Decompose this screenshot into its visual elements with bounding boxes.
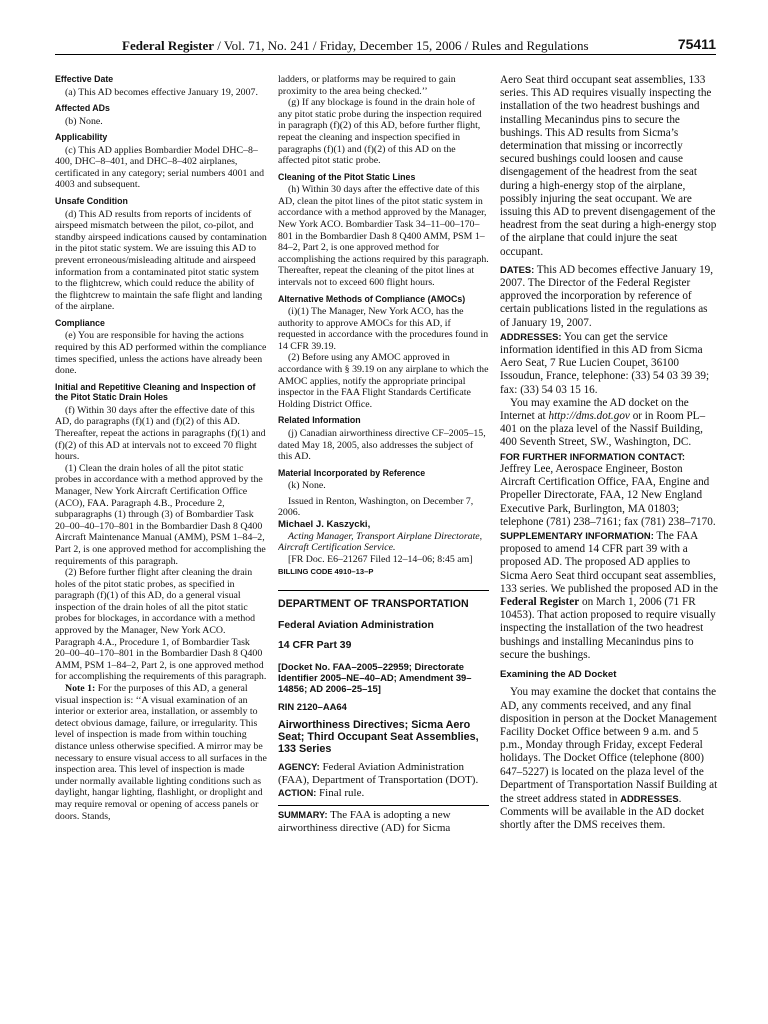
page-number: 75411	[677, 36, 716, 52]
action-text: Final rule.	[316, 787, 365, 800]
paragraph: (1) Clean the drain holes of all the pitot static probes in accordance with a method approved by the Manager, New York Aircraft Certification Office (ACO), FAA. Paragraph 4.B., Procedure 2, subparagraphs (1) through (3) of Bombardier Task 20–00–40–170–801 in the Bombardier Dash 8 Q400 Aircraft Maintenance Manual (AMM), PSM 1–84–2, Part 2, is one approved method for accomplishing the requirements of this paragraph.	[55, 462, 266, 567]
agency-label: AGENCY:	[278, 762, 320, 773]
divider	[278, 590, 489, 591]
supplementary-text: The FAA proposed to amend 14 CFR part 39 with a proposed AD. The proposed AD applies to Sicma Aero Seat third occupant seat assemblies, 133 series. We published the proposed AD in the	[500, 529, 718, 595]
paragraph: (e) You are responsible for having the actions required by this AD performed within the compliance times specified, unless the actions have already been done.	[55, 330, 267, 377]
supplementary-label: SUPPLEMENTARY INFORMATION:	[500, 529, 654, 541]
page-header	[55, 34, 716, 55]
section-heading: Cleaning of the Pitot Static Lines	[278, 171, 416, 182]
section-heading: Alternative Methods of Compliance (AMOCs)	[278, 293, 466, 304]
issued-line: Issued in Renton, Washington, on December 7, 2006.	[278, 495, 474, 519]
column-2	[278, 74, 489, 1010]
summary-text: The FAA is adopting a new airworthiness directive (AD) for Sicma	[278, 809, 451, 835]
signer-title: Acting Manager, Transport Airplane Directorate, Aircraft Certification Service.	[278, 530, 483, 554]
examining-paragraph	[500, 686, 718, 832]
agency-line	[278, 761, 489, 787]
cfr-heading: 14 CFR Part 39	[278, 640, 352, 652]
contact-text: Jeffrey Lee, Aerospace Engineer, Boston Aircraft Certification Office, FAA, Engine and Propeller Directorate, FAA, 12 New England Executive Park, Burlington, MA 01803; telephone (781) 238–7161; fax (781) 238–7170.	[500, 462, 716, 528]
dates-text: This AD becomes effective January 19, 2007. The Director of the Federal Register approved the incorporation by reference of certain publications listed in the regulations as of January 19, 2007.	[500, 263, 714, 329]
docket-text: You may examine the AD docket on the Internet at	[500, 396, 689, 423]
section-heading: Material Incorporated by Reference	[278, 467, 426, 478]
action-line	[278, 787, 489, 800]
docket-text: or in Room PL–401 on the plaza level of the Nassif Building, 400 Seventh Street, SW., Washington, DC.	[500, 410, 706, 449]
action-label: ACTION:	[278, 788, 317, 799]
section-heading: Affected ADs	[55, 103, 110, 114]
paragraph: (j) Canadian airworthiness directive CF–2005–15, dated May 18, 2005, also addresses the subject of this AD.	[278, 427, 486, 463]
agency-text: Federal Aviation Administration (FAA), Department of Transportation (DOT).	[278, 761, 479, 787]
addresses-section	[500, 330, 718, 397]
paragraph: (g) If any blockage is found in the drain hole of any pitot static probe during the inspection required in paragraph (f)(2) of this AD, before further flight, repeat the cleaning and inspection specified in paragraphs (f)(1) and (f)(2) of this AD on the affected pitot static probe.	[278, 97, 482, 167]
section-heading: Applicability	[55, 132, 108, 143]
note-text: For the purposes of this AD, a general visual inspection is: ‘‘A visual examination of an interior or exterior area, installation, or assembly to detect obvious damage, failure, or irregularity. This level of inspection is made from within touching distance unless otherwise specified. A mirror may be necessary to ensure visual access to all surfaces in the inspection area. This level of inspection is made under normally available lighting conditions such as daylight, hangar lighting, flashlight, or droplight and may require removal or opening of access panels or doors. Stands,	[55, 683, 267, 822]
rule-title: Airworthiness Directives; Sicma Aero Seat; Third Occupant Seat Assemblies, 133 Series	[278, 718, 479, 756]
paragraph: (f) Within 30 days after the effective date of this AD, do paragraphs (f)(1) and (f)(2) of this AD. Thereafter, repeat the actions in paragraphs (f)(1) and (f)(2) of this AD at intervals not to exceed 70 flight hours.	[55, 404, 266, 463]
examining-text: You may examine the docket that contains the AD, any comments received, and any final disposition in person at the Docket Management Facility Docket Office between 9 a.m. and 5 p.m., Monday through Friday, except Federal holidays. The Docket Office (telephone (800) 647–5227) is located on the plaza level of the Department of Transportation Nassif Building at the street address stated in	[500, 686, 718, 806]
note-label: Note 1:	[65, 683, 96, 695]
paragraph: (b) None.	[65, 115, 103, 127]
docket-number: [Docket No. FAA–2005–22959; Directorate Identifier 2005–NE–40–AD; Amendment 39–14856; AD 2006–25–15]	[278, 660, 472, 694]
section-heading: Unsafe Condition	[55, 196, 128, 207]
addresses-text: You can get the service information identified in this AD from Sicma Aero Seat, 7 Rue Lucien Coupet, 36100 Issoudun, France, telephone: (33) 54 03 39 39; fax: (33) 54 03 15 16.	[500, 330, 710, 396]
summary-line	[278, 809, 489, 835]
section-heading: Examining the AD Docket	[500, 668, 617, 680]
paragraph: ladders, or platforms may be required to gain proximity to the area being checked.’’	[278, 74, 456, 97]
paragraph: (c) This AD applies Bombardier Model DHC–8–400, DHC–8–401, and DHC–8–402 airplanes, certificated in any category; serial numbers 4001 and 4003 and subsequent.	[55, 144, 265, 191]
paragraph: (i)(1) The Manager, New York ACO, has the authority to approve AMOCs for this AD, if requested in accordance with the procedures found in 14 CFR 39.19.	[278, 306, 489, 352]
paragraph: (2) Before using any AMOC approved in accordance with § 39.19 on any airplane to which the AMOC applies, notify the appropriate principal inspector in the FAA Flight Standards Certificate Holding District Office.	[278, 352, 489, 410]
dates-section	[500, 263, 718, 330]
agency-heading: Federal Aviation Administration	[278, 619, 434, 631]
section-heading: Related Information	[278, 415, 361, 426]
addresses-label: ADDRESSES:	[500, 330, 562, 342]
docket-paragraph	[500, 397, 718, 450]
supplementary-section	[500, 529, 718, 662]
examining-text: . Comments will be available in the AD docket shortly after the DMS receives them.	[500, 793, 705, 832]
contact-label: FOR FURTHER INFORMATION CONTACT:	[500, 450, 686, 462]
billing-code: BILLING CODE 4910–13–P	[278, 567, 374, 577]
paragraph: (2) Before further flight after cleaning the drain holes of the pitot static probes, as specified in paragraph (f)(1) of this AD, do a general visual inspection of the drain holes of all the pitot static probes for blockages, in accordance with a method approved by the Manager, New York ACO. Paragraph 4.A., Procedure 1, of Bombardier Task 20–00–40–170–801 in the Bombardier Dash 8 Q400 AMM, PSM 1–84–2, Part 2, is one approved method for accomplishing the requirements of this paragraph.	[55, 567, 267, 683]
federal-register-ref: Federal Register	[500, 595, 580, 608]
column-1	[55, 74, 267, 1010]
supplementary-text: on March 1, 2006 (71 FR 10453). That action proposed to require visually inspecting the installation of the two headrest bushings and installing Mecanindus pins to secure the bushings.	[500, 595, 716, 661]
docket-url[interactable]: http://dms.dot.gov	[548, 410, 630, 423]
note-paragraph	[55, 683, 267, 822]
rin-number: RIN 2120–AA64	[278, 700, 347, 712]
department-heading: DEPARTMENT OF TRANSPORTATION	[278, 597, 469, 610]
issue-citation: / Vol. 71, No. 241 / Friday, December 15, 2006 / Rules and Regulations	[214, 38, 589, 53]
paragraph: (d) This AD results from reports of incidents of airspeed mismatch between the pilot, co-pilot, and standby airspeed indications caused by contamination in the pitot static system. We are issuing this AD to prevent erroneous/misleading altitude and airspeed information from a contaminated pitot static system to the flightcrew, which could reduce the ability of the flightcrew to maintain the safe flight and landing of the airplane.	[55, 208, 267, 313]
section-heading: Effective Date	[55, 74, 114, 84]
paragraph: (a) This AD becomes effective January 19, 2007.	[65, 86, 258, 98]
addresses-ref: ADDRESSES	[620, 793, 679, 805]
dates-label: DATES:	[500, 263, 535, 275]
fr-doc: [FR Doc. E6–21267 Filed 12–14–06; 8:45 am]	[288, 553, 473, 565]
summary-label: SUMMARY:	[278, 810, 328, 821]
section-heading: Initial and Repetitive Cleaning and Inspection of the Pitot Static Drain Holes	[55, 381, 256, 403]
paragraph: (k) None.	[288, 480, 326, 492]
paragraph: (h) Within 30 days after the effective date of this AD, clean the pitot lines of the pitot static system in accordance with a method approved by the Manager, New York ACO. Bombardier Task 34–11–00–170–801 in the Bombardier Dash 8 Q400 AMM, PSM 1–84–2, Part 2, is one approved method for accomplishing the actions required by this paragraph. Thereafter, repeat the cleaning of the pitot lines at intervals not to exceed 600 flight hours.	[278, 184, 489, 288]
signer-name: Michael J. Kaszycki,	[278, 519, 371, 530]
column-3	[500, 74, 718, 1010]
section-heading: Compliance	[55, 317, 105, 328]
divider	[278, 805, 489, 806]
paragraph: Aero Seat third occupant seat assemblies, 133 series. This AD requires visually inspecting the installation of the two headrest bushings and installing Mecanindus pins to secure the bushings. This AD results from Sicma’s determination that missing or incorrectly secured bushings could loosen and cause disengagement of the headrest from the seat during a high-energy stop of the airplane, possibly injuring the seat occupant. We are issuing this AD to prevent disengagement of the headrest from the seat during a high-energy stop of the airplane that could injure the seat occupant.	[500, 74, 717, 258]
running-head	[122, 38, 589, 54]
journal-name: Federal Register	[122, 38, 215, 53]
